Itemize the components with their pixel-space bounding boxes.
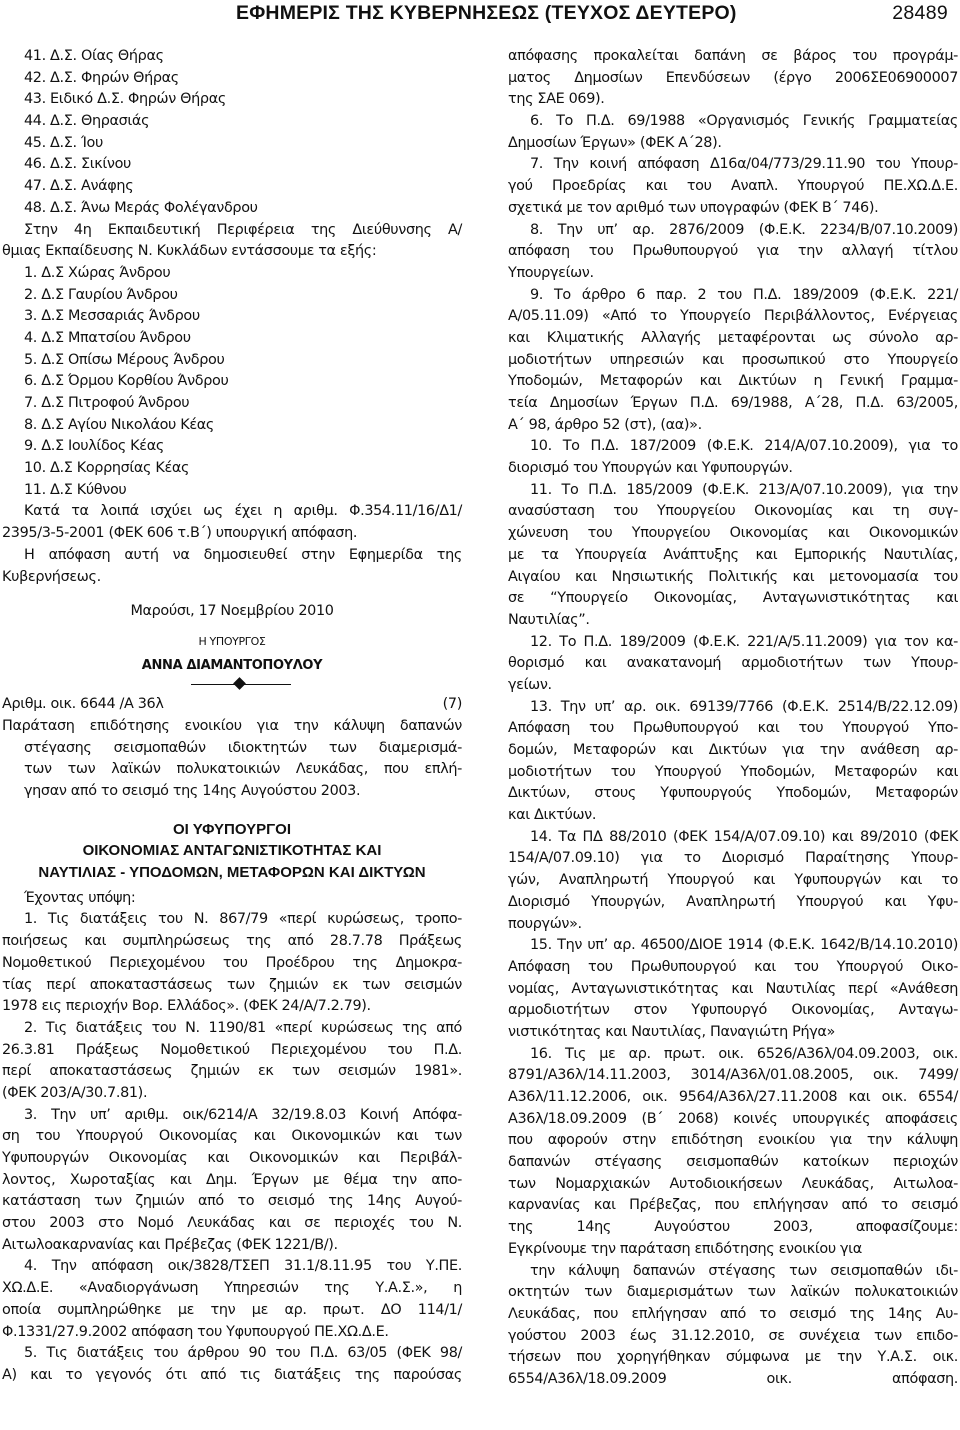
text-line: Αιγαίου και Νησιωτικής Πολιτικής και μετονομασία του — [508, 568, 958, 585]
separator-diamond — [233, 677, 246, 690]
text-line: απόφασης προκαλείται δαπάνη σε βάρος του προγράμ- — [508, 48, 958, 64]
text-line: τίας περί αποκαταστάσεως των ζημιών εκ των σεισμών — [2, 976, 462, 993]
text-line: διορισμό του Υπουργών και Υφυπουργών. — [508, 460, 793, 477]
decision-number-row — [2, 694, 462, 716]
list-item: 43. Ειδικό Δ.Σ. Φηρών Θήρας — [24, 91, 226, 108]
text-line: Φ.1331/27.9.2002 απόφαση του Υφυπουργού ΠΕ.ΧΩ.Δ.Ε. — [2, 1323, 389, 1340]
text-line: Α΄ 98, άρθρο 52 (στ), (αα)». — [508, 416, 702, 433]
title-line: γησαν από το σεισμό της 14ης Αυγούστου 2003. — [24, 783, 361, 799]
text-line: απόφαση του Πρωθυπουργού για την αλλαγή τίτλου — [508, 243, 958, 260]
text-line: της ΣΑΕ 069). — [508, 91, 605, 108]
list-item: 41. Δ.Σ. Οίας Θήρας — [24, 48, 164, 64]
decision-sequence: (7) — [442, 696, 462, 713]
text-line: μοδιοτήτων υπηρεσιών και προσωπικού στο Υπουργείο — [508, 351, 958, 368]
right-column — [508, 46, 958, 1391]
heading-line: ΟΙΚΟΝΟΜΙΑΣ ΑΝΤΑΓΩΝΙΣΤΙΚΟΤΗΤΑΣ ΚΑΙ — [82, 842, 382, 860]
decision-number: Αριθμ. οικ. 6644 /Α 36λ — [2, 696, 164, 713]
text-line: νιστικότητας και Ναυτιλίας, Παναγιώτη Ρήγα» — [508, 1023, 835, 1040]
text-line: χώνευση του Υπουργείου Οικονομίας και Οικονομικών — [508, 525, 958, 542]
title-line: Παράταση επιδότησης ενοικίου για την κάλυψη δαπανών — [2, 717, 462, 734]
text-line: και Δικτύων. — [508, 807, 597, 824]
text-line: 12. Το Π.Δ. 189/2009 (Φ.Ε.Κ. 221/Α/5.11.2009) για τον κα- — [530, 633, 958, 650]
list-item: 46. Δ.Σ. Σικίνου — [24, 156, 132, 173]
text-line: τεία Δημοσίων Έργων Π.Δ. 69/1988, Α΄28, Π.Δ. 63/2005, — [508, 395, 958, 411]
left-column — [2, 46, 462, 1387]
text-line: Α36λ/18.09.2009 (Β΄ 2068) κοινές υπουργικές αποφάσεις — [508, 1110, 958, 1127]
text-line: στου 2003 στο Νομό Λευκάδας και σε περιοχές του Ν. — [2, 1215, 462, 1232]
text-line: και Κλιματικής Αλλαγής μεταφέρονται ως σύνολο αρ- — [508, 329, 958, 346]
list-item: 9. Δ.Σ Ιουλίδος Κέας — [24, 438, 164, 455]
list-item: 2. Δ.Σ Γαυρίου Άνδρου — [24, 286, 178, 303]
list-item: 10. Δ.Σ Κορρησίας Κέας — [24, 460, 190, 477]
text-line: σχετικά με τον αριθμό των υπογραφών (ΦΕΚ Β΄ 746). — [508, 199, 879, 216]
text-line: 13. Την υπ’ αρ. οικ. 69139/7766 (Φ.Ε.Κ. 2514/Β/22.12.09) — [530, 698, 958, 715]
text-line: 1. Τις διατάξεις του Ν. 867/79 «περί κυρώσεως, τροπο- — [24, 911, 462, 928]
text-line: 2395/3-5-2001 (ΦΕΚ 606 τ.Β΄) υπουργική απόφαση. — [2, 525, 358, 542]
text-line: 2. Τις διατάξεις του Ν. 1190/81 «περί κυρώσεως της από — [24, 1019, 462, 1036]
heading-line: ΟΙ ΥΦΥΠΟΥΡΓΟΙ — [172, 820, 291, 838]
text-line: Αιτωλοακαρνανίας και Πρέβεζας (ΦΕΚ 1221/Β/). — [2, 1236, 338, 1253]
text-line: 154/Α/07.09.10) για το Διορισμό Παραίτησης Υπουρ- — [508, 850, 958, 867]
title-line: στέγασης σεισμοπαθών ιδιοκτητών των διαμερισμά- — [24, 739, 462, 756]
text-line: θμιας Εκπαίδευσης Ν. Κυκλάδων εντάσσουμε τα εξής: — [2, 243, 377, 260]
recitals-continued — [508, 46, 958, 1391]
text-line: λοντος, Χωροταξίας και Δημ. Έργων με θέμα την απο- — [2, 1171, 462, 1188]
text-line: Υπουργείων. — [508, 264, 594, 281]
text-line: 8. Την υπ’ αρ. 2876/2009 (Φ.Ε.Κ. 2234/Β/07.10.2009) — [530, 221, 958, 238]
text-line: των Νομαρχιακών Αυτοδιοικήσεων Λευκάδας, Αιτωλοα- — [508, 1175, 958, 1192]
recitals-body — [2, 888, 462, 1387]
decision-title — [2, 716, 462, 803]
text-line: θορισμό και ανακατανομή αρμοδιοτήτων των Υπουρ- — [508, 655, 958, 672]
text-line: Α) και το γεγονός ότι από τις διατάξεις της παρούσας — [2, 1366, 462, 1383]
text-line: Υφυπουργών Οικονομίας και Οικονομικών και Περιβάλ- — [2, 1150, 462, 1166]
list-item: 5. Δ.Σ Οπίσω Μέρους Άνδρου — [24, 351, 225, 368]
text-line: 15. Την υπ’ αρ. 46500/ΔΙΟΕ 1914 (Φ.Ε.Κ. 1642/Β/14.10.2010) — [530, 937, 958, 954]
section-separator — [2, 676, 462, 694]
text-line: 4. Την απόφαση οικ/3828/ΤΣΕΠ 31.1/8.11.95 του Υ.ΠΕ. — [24, 1258, 462, 1275]
text-line: με τα Υπουργεία Ανάπτυξης και Εμπορικής Ναυτιλίας, — [508, 546, 958, 563]
heading-line: ΝΑΥΤΙΛΙΑΣ - ΥΠΟΔΟΜΩΝ, ΜΕΤΑΦΟΡΩΝ ΚΑΙ ΔΙΚΤΥΩΝ — [38, 864, 426, 882]
text-line: 1978 εις περιοχήν Βορ. Ελλάδος». (ΦΕΚ 24/Α/7.2.79). — [2, 998, 371, 1015]
text-line: Απόφαση του Πρωθυπουργού και του Υπουργού Υπο- — [508, 720, 958, 737]
page-header — [0, 2, 960, 32]
signature-name: ΑΝΝΑ ΔΙΑΜΑΝΤΟΠΟΥΛΟΥ — [141, 657, 323, 673]
gazette-title: ΕΦΗΜΕΡΙΣ ΤΗΣ ΚΥΒΕΡΝΗΣΕΩΣ (ΤΕΥΧΟΣ ΔΕΥΤΕΡΟ) — [236, 2, 737, 24]
text-line: μοδιοτήτων του Υπουργού Υποδομών, Μεταφορών και — [508, 763, 958, 780]
text-line: 3. Την υπ’ αριθμ. οικ/6214/Α 32/19.8.03 Κοινή Απόφα- — [24, 1106, 462, 1123]
text-line: Α36λ/11.12.2006, οικ. 9564/Α36λ/27.11.2008 και οικ. 6554/ — [508, 1089, 958, 1105]
text-line: ση του Υπουργού Οικονομίας και Οικονομικών και των — [2, 1128, 462, 1145]
list-item: 6. Δ.Σ Όρμου Κορθίου Άνδρου — [24, 373, 229, 390]
text-line: ποιήσεως και συμπληρώσεως της από 28.7.78 Πράξεως — [2, 933, 462, 950]
list-item: 47. Δ.Σ. Ανάφης — [24, 178, 134, 195]
text-line: Λευκάδας, που επλήγησαν από το σεισμό της 14ης Αυ- — [508, 1305, 958, 1322]
text-line: αρμοδιοτήτων στον Υφυπουργό Οικονομίας, Ανταγω- — [508, 1002, 958, 1019]
text-line: περί αποκαταστάσεως ζημιών εκ των σεισμών 1981». — [2, 1063, 462, 1080]
text-line: (ΦΕΚ 203/Α/30.7.81). — [2, 1084, 148, 1101]
text-line: Έχοντας υπόψη: — [24, 889, 136, 906]
issuing-authorities — [2, 819, 462, 884]
list-item: 11. Δ.Σ Κύθνου — [24, 481, 127, 498]
text-line: Στην 4η Εκπαιδευτική Περιφέρεια της Διεύθυνσης Α/ — [24, 221, 462, 238]
text-line: 9. Το άρθρο 6 παρ. 2 του Π.Δ. 189/2009 (Φ.Ε.Κ. 221/ — [530, 286, 958, 303]
signature-role: Η ΥΠΟΥΡΓΟΣ — [198, 634, 266, 648]
text-line: 10. Το Π.Δ. 187/2009 (Φ.Ε.Κ. 214/Α/07.10.2009), για το — [530, 438, 958, 455]
text-line: νομίας, Ανταγωνιστικότητας και Ναυτιλίας περί «Ανάθεση — [508, 980, 958, 997]
text-line: ματος Δημοσίων Επενδύσεων (έργο 2006ΣΕ06900007 — [508, 69, 958, 86]
paragraph-publication — [2, 545, 462, 588]
text-line: πουργών». — [508, 915, 582, 932]
text-line: που αφορούν στην επιδότηση ενοικίου για την κάλυψη — [508, 1132, 958, 1149]
text-line: οποία συμπληρώθηκε με την με αρ. πρωτ. ΔΟ 114/1/ — [2, 1301, 462, 1318]
text-line: ανασύσταση του Υπουργείου Οικονομίας και τη συγ- — [508, 503, 958, 520]
text-line: 6. Το Π.Δ. 69/1988 «Οργανισμός Γενικής Γραμματείας — [530, 113, 958, 130]
school-list-1 — [2, 46, 462, 220]
text-line: γού Προεδρίας και του Αναπλ. Υπουργού ΠΕ.ΧΩ.Δ.Ε. — [508, 178, 958, 195]
text-line: οκτητών των διαμερισμάτων των λαϊκών πολυκατοικιών — [508, 1284, 958, 1301]
text-line: 5. Τις διατάξεις του άρθρου 90 του Π.Δ. 63/05 (ΦΕΚ 98/ — [24, 1345, 462, 1362]
text-line: Α/05.11.09) «Από το Υπουργείο Περιβάλλοντος, Ενέργειας — [508, 308, 958, 325]
text-line: Κατά τα λοιπά ισχύει ως έχει η αριθμ. Φ.354.11/16/Δ1/ — [24, 503, 462, 520]
text-line: 26.3.81 Πράξεως Νομοθετικού Περιεχομένου του Π.Δ. — [2, 1041, 462, 1058]
text-line: Νομοθετικού Περιεχομένου του Προέδρου της Δημοκρα- — [2, 954, 462, 971]
text-line: Δικτύων, στους Υφυπουργούς Υποδομών, Μεταφορών — [508, 785, 958, 802]
text-line: 8791/Α36λ/14.11.2003, 3014/Α36λ/01.08.2005, οικ. 7499/ — [508, 1067, 958, 1084]
paragraph-region-4 — [2, 220, 462, 263]
text-line: δομών, Μεταφορών και Δικτύων για την ανάθεση αρ- — [508, 742, 958, 758]
text-line: καρνανίας και Πρέβεζας, που επλήγησαν από το σεισμό — [508, 1197, 958, 1214]
title-line: των των λαϊκών πολυκατοικιών Λευκάδας, που επλή- — [24, 761, 462, 778]
list-item: 44. Δ.Σ. Θηρασιάς — [24, 113, 150, 130]
text-line: γείων. — [508, 676, 552, 693]
text-line: Απόφαση του Πρωθυπουργού και του Υπουργού Οικο- — [508, 958, 958, 975]
signature-place-date: Μαρούσι, 17 Νοεμβρίου 2010 — [130, 603, 334, 620]
text-line: Δημοσίων Έργων» (ΦΕΚ Α΄28). — [508, 134, 722, 151]
text-line: Κυβερνήσεως. — [2, 568, 101, 585]
text-line: της 14ης Αυγούστου 2003, αποφασίζουμε: — [508, 1219, 958, 1236]
list-item: 4. Δ.Σ Μπατσίου Άνδρου — [24, 329, 191, 346]
text-line: Διορισμό Υπουργών, Αναπληρωτή Υπουργού και Υφυ- — [508, 893, 958, 910]
page-number: 28489 — [892, 2, 948, 24]
text-line: ΧΩ.Δ.Ε. «Αναδιοργάνωση Υπηρεσιών της Υ.Α.Σ.», η — [2, 1280, 462, 1297]
list-item: 48. Δ.Σ. Άνω Μεράς Φολέγανδρου — [24, 199, 258, 216]
text-line: 16. Τις με αρ. πρωτ. οικ. 6526/Α36λ/04.09.2003, οικ. — [530, 1045, 958, 1062]
text-line: 14. Τα ΠΔ 88/2010 (ΦΕΚ 154/Α/07.09.10) και 89/2010 (ΦΕΚ — [530, 828, 958, 845]
text-line: Ναυτιλίας”. — [508, 611, 590, 628]
text-line: τήσεων που χορηγήθηκαν σύμφωνα με την Υ.Α.Σ. οικ. — [508, 1349, 958, 1366]
list-item: 7. Δ.Σ Πιτροφού Άνδρου — [24, 395, 190, 411]
school-list-2 — [2, 263, 462, 502]
text-line: σε “Υπουργείο Οικονομίας, Ανταγωνιστικότητας και — [508, 590, 958, 607]
list-item: 42. Δ.Σ. Φηρών Θήρας — [24, 69, 179, 86]
list-item: 45. Δ.Σ. Ίου — [24, 134, 103, 151]
paragraph-remaining-valid — [2, 501, 462, 544]
text-line: κατάσταση των ζημιών από το σεισμό της 14ης Αυγού- — [2, 1193, 462, 1210]
text-line: 7. Την κοινή απόφαση Δ16α/04/773/29.11.90 του Υπουρ- — [530, 156, 958, 173]
list-item: 1. Δ.Σ Χώρας Άνδρου — [24, 264, 171, 281]
list-item: 8. Δ.Σ Αγίου Νικολάου Κέας — [24, 416, 215, 433]
text-line: 11. Το Π.Δ. 185/2009 (Φ.Ε.Κ. 213/Α/07.10.2009), για την — [530, 481, 958, 498]
text-line: Η απόφαση αυτή να δημοσιευθεί στην Εφημερίδα της — [24, 546, 462, 563]
list-item: 3. Δ.Σ Μεσσαριάς Άνδρου — [24, 308, 200, 325]
text-line: δαπανών στέγασης σεισμοπαθών κατοίκων περιοχών — [508, 1154, 958, 1171]
text-line: την κάλυψη δαπανών στέγασης των σεισμοπαθών ιδι- — [530, 1262, 958, 1279]
text-line: Εγκρίνουμε την παράταση επιδότησης ενοικίου για — [508, 1240, 862, 1257]
text-line: γούστου 2003 έως 31.12.2010, σε συνέχεια των επιδο- — [508, 1327, 958, 1344]
text-line: γών, Αναπληρωτή Υπουργού και Υφυπουργών και το — [508, 872, 958, 889]
text-line: Υποδομών, Μεταφορών και Δικτύων η Γενική Γραμμα- — [508, 373, 958, 390]
text-line: 6554/Α36λ/18.09.2009 οικ. απόφαση. — [508, 1370, 958, 1387]
